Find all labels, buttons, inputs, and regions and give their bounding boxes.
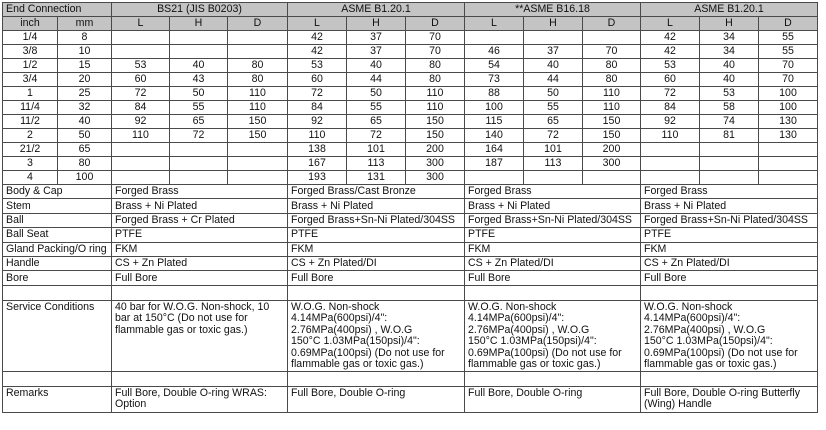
service-condition-line: 0.69MPa(100psi) (Do not use for flammable gas or toxic gas.) — [291, 346, 445, 371]
service-condition-line: 150°C 1.03MPa(150psi)/4": — [291, 335, 420, 348]
dim-h-value: 40 — [700, 73, 759, 87]
dim-header-d: D — [406, 17, 465, 31]
service-condition-line: 4.14MPa(600psi)/4": — [644, 312, 741, 325]
spacer-cell — [112, 285, 288, 300]
header-row-units — [3, 17, 818, 31]
dim-header-h: H — [524, 17, 583, 31]
dim-d-value: 80 — [583, 73, 641, 87]
dim-h-value — [170, 157, 228, 171]
header-row-standards — [3, 3, 818, 17]
spacer-row — [3, 371, 818, 386]
dim-h-value — [170, 31, 228, 45]
dim-l-value: 167 — [288, 157, 347, 171]
material-value: Full Bore — [641, 271, 818, 285]
dim-l-value: 88 — [465, 87, 524, 101]
dim-l-value — [465, 171, 524, 185]
dim-l-value: 42 — [288, 31, 347, 45]
dim-h-value — [170, 45, 228, 59]
dim-h-value — [524, 31, 583, 45]
dim-h-value: 37 — [347, 31, 406, 45]
remarks-value: Full Bore, Double O-ring — [288, 386, 465, 412]
mm-header: mm — [58, 17, 112, 31]
size-inch: 1/2 — [3, 59, 58, 73]
material-value: Forged Brass — [112, 185, 288, 199]
dim-d-value — [228, 157, 288, 171]
dim-d-value: 110 — [406, 101, 465, 115]
dim-h-value: 37 — [524, 45, 583, 59]
dim-l-value: 42 — [288, 45, 347, 59]
material-value: FKM — [288, 242, 465, 256]
dim-l-value: 92 — [288, 115, 347, 129]
material-label: Body & Cap — [3, 185, 112, 199]
table-row — [3, 59, 818, 73]
size-mm: 40 — [58, 115, 112, 129]
service-conditions-bs21: 40 bar for W.O.G. Non-shock, 10 bar at 150°C (Do not use for flammable gas or toxic gas.) — [112, 300, 288, 371]
dim-h-value: 50 — [170, 87, 228, 101]
dim-header-h: H — [700, 17, 759, 31]
service-condition-line: W.O.G. Non-shock — [468, 300, 557, 313]
spacer-cell — [641, 285, 818, 300]
dim-l-value: 54 — [465, 59, 524, 73]
dim-d-value: 110 — [228, 87, 288, 101]
material-value: Brass + Ni Plated — [465, 199, 641, 213]
material-label: Stem — [3, 199, 112, 213]
end-connection-header: End Connection — [3, 3, 112, 17]
material-row — [3, 185, 818, 199]
material-value: Brass + Ni Plated — [112, 199, 288, 213]
material-row — [3, 228, 818, 242]
dim-h-value: 53 — [700, 87, 759, 101]
dim-d-value — [228, 171, 288, 185]
table-row — [3, 73, 818, 87]
service-condition-line: 0.69MPa(100psi) (Do not use for flammable gas or toxic gas.) — [468, 346, 622, 371]
dim-h-value: 55 — [347, 101, 406, 115]
dim-h-value: 44 — [524, 73, 583, 87]
size-inch: 21/2 — [3, 143, 58, 157]
dim-d-value: 150 — [406, 115, 465, 129]
dim-d-value: 70 — [759, 73, 818, 87]
material-label: Ball — [3, 213, 112, 227]
remarks-row — [3, 386, 818, 412]
material-value: Full Bore — [112, 271, 288, 285]
table-row — [3, 115, 818, 129]
dim-h-value: 34 — [700, 45, 759, 59]
spacer-cell — [112, 371, 288, 386]
size-mm: 80 — [58, 157, 112, 171]
dim-h-value: 55 — [524, 101, 583, 115]
dim-h-value — [700, 171, 759, 185]
dim-l-value: 46 — [465, 45, 524, 59]
size-mm: 20 — [58, 73, 112, 87]
dim-d-value: 80 — [228, 59, 288, 73]
dim-d-value: 80 — [406, 59, 465, 73]
material-value: Forged Brass — [465, 185, 641, 199]
material-value: Full Bore — [465, 271, 641, 285]
dim-h-value: 65 — [347, 115, 406, 129]
table-row — [3, 31, 818, 45]
standard-header-asme-2: ASME B1.20.1 — [641, 3, 818, 17]
size-mm: 8 — [58, 31, 112, 45]
service-condition-line: 150°C 1.03MPa(150psi)/4": — [468, 335, 597, 348]
spacer-cell — [641, 371, 818, 386]
dim-header-d: D — [759, 17, 818, 31]
dim-d-value — [759, 157, 818, 171]
material-row — [3, 242, 818, 256]
dim-h-value: 43 — [170, 73, 228, 87]
size-inch: 1 — [3, 87, 58, 101]
dim-d-value — [759, 171, 818, 185]
dim-h-value: 55 — [170, 101, 228, 115]
dim-d-value: 300 — [406, 157, 465, 171]
dim-d-value: 70 — [759, 59, 818, 73]
dim-l-value — [641, 143, 700, 157]
dim-l-value: 84 — [112, 101, 170, 115]
dim-d-value: 130 — [759, 129, 818, 143]
service-condition-line: 150°C 1.03MPa(150psi)/4": — [644, 335, 773, 348]
dim-l-value: 138 — [288, 143, 347, 157]
dim-h-value: 40 — [700, 59, 759, 73]
dim-h-value: 113 — [347, 157, 406, 171]
dim-h-value: 65 — [170, 115, 228, 129]
material-value: Forged Brass/Cast Bronze — [288, 185, 465, 199]
service-condition-line: 2.76MPa(400psi) , W.O.G — [468, 323, 590, 336]
material-value: CS + Zn Plated/DI — [641, 256, 818, 270]
material-row — [3, 271, 818, 285]
material-value: Brass + Ni Plated — [288, 199, 465, 213]
dim-l-value: 115 — [465, 115, 524, 129]
size-inch: 3 — [3, 157, 58, 171]
material-label: Ball Seat — [3, 228, 112, 242]
dim-l-value: 92 — [112, 115, 170, 129]
dim-d-value: 70 — [406, 31, 465, 45]
dim-l-value: 84 — [641, 101, 700, 115]
dim-h-value — [700, 143, 759, 157]
dim-h-value — [700, 157, 759, 171]
dim-l-value: 110 — [112, 129, 170, 143]
dim-d-value — [759, 143, 818, 157]
dim-l-value — [112, 171, 170, 185]
dim-d-value: 100 — [759, 87, 818, 101]
dim-d-value: 200 — [406, 143, 465, 157]
material-value: FKM — [465, 242, 641, 256]
size-inch: 11/2 — [3, 115, 58, 129]
table-row — [3, 101, 818, 115]
dim-l-value — [112, 157, 170, 171]
dim-d-value: 110 — [228, 101, 288, 115]
dim-l-value — [112, 45, 170, 59]
remarks-value: Full Bore, Double O-ring Butterfly (Wing) Handle — [641, 386, 818, 412]
dim-l-value: 60 — [288, 73, 347, 87]
dim-l-value: 84 — [288, 101, 347, 115]
dim-d-value: 150 — [583, 129, 641, 143]
dim-d-value — [228, 31, 288, 45]
service-conditions-label: Service Conditions — [3, 300, 112, 371]
dim-d-value: 150 — [228, 129, 288, 143]
table-row — [3, 45, 818, 59]
material-label: Handle — [3, 256, 112, 270]
size-mm: 15 — [58, 59, 112, 73]
service-condition-line: 2.76MPa(400psi) , W.O.G — [291, 323, 413, 336]
size-inch: 2 — [3, 129, 58, 143]
spacer-cell — [3, 285, 112, 300]
material-value: PTFE — [465, 228, 641, 242]
dim-d-value: 300 — [406, 171, 465, 185]
dim-d-value: 55 — [759, 31, 818, 45]
material-value: FKM — [112, 242, 288, 256]
dim-header-d: D — [228, 17, 288, 31]
material-value: CS + Zn Plated/DI — [288, 256, 465, 270]
dim-l-value — [465, 31, 524, 45]
dim-l-value: 42 — [641, 45, 700, 59]
dim-l-value: 53 — [641, 59, 700, 73]
dim-header-l: L — [112, 17, 170, 31]
dim-h-value: 58 — [700, 101, 759, 115]
service-condition-line: 2.76MPa(400psi) , W.O.G — [644, 323, 766, 336]
material-value: PTFE — [641, 228, 818, 242]
dim-h-value: 101 — [524, 143, 583, 157]
size-inch: 1/4 — [3, 31, 58, 45]
size-mm: 65 — [58, 143, 112, 157]
dim-h-value: 44 — [347, 73, 406, 87]
spacer-cell — [3, 371, 112, 386]
dim-d-value: 130 — [759, 115, 818, 129]
dim-d-value: 300 — [583, 157, 641, 171]
standard-header-bs21: BS21 (JIS B0203) — [112, 3, 288, 17]
dim-h-value: 101 — [347, 143, 406, 157]
size-mm: 32 — [58, 101, 112, 115]
dim-h-value — [170, 171, 228, 185]
dim-d-value: 110 — [583, 87, 641, 101]
material-value: Forged Brass — [641, 185, 818, 199]
dim-l-value: 140 — [465, 129, 524, 143]
dim-h-value: 34 — [700, 31, 759, 45]
dim-d-value: 100 — [759, 101, 818, 115]
dim-d-value: 80 — [406, 73, 465, 87]
dim-d-value: 110 — [583, 101, 641, 115]
service-condition-line: W.O.G. Non-shock — [644, 300, 733, 313]
dim-h-value — [170, 143, 228, 157]
material-label: Gland Packing/O ring — [3, 242, 112, 256]
dim-h-value: 65 — [524, 115, 583, 129]
material-value: CS + Zn Plated — [112, 256, 288, 270]
inch-header: inch — [3, 17, 58, 31]
dim-header-h: H — [347, 17, 406, 31]
spacer-cell — [288, 285, 465, 300]
dim-l-value: 60 — [112, 73, 170, 87]
dim-l-value: 92 — [641, 115, 700, 129]
dim-d-value: 80 — [228, 73, 288, 87]
dim-h-value: 113 — [524, 157, 583, 171]
valve-spec-table — [2, 2, 818, 413]
dim-l-value: 53 — [288, 59, 347, 73]
dim-l-value: 42 — [641, 31, 700, 45]
dim-l-value: 110 — [641, 129, 700, 143]
dim-d-value: 150 — [583, 115, 641, 129]
service-condition-line: 0.69MPa(100psi) (Do not use for flammable gas or toxic gas.) — [644, 346, 798, 371]
dim-h-value: 81 — [700, 129, 759, 143]
dim-h-value — [524, 171, 583, 185]
material-value: Forged Brass+Sn-Ni Plated/304SS — [465, 213, 641, 227]
size-mm: 100 — [58, 171, 112, 185]
material-value: Full Bore — [288, 271, 465, 285]
spacer-cell — [288, 371, 465, 386]
standard-header-asme-b1618: **ASME B16.18 — [465, 3, 641, 17]
dim-h-value: 72 — [170, 129, 228, 143]
table-row — [3, 157, 818, 171]
dim-h-value: 50 — [347, 87, 406, 101]
dim-d-value: 80 — [583, 59, 641, 73]
table-row — [3, 171, 818, 185]
dim-d-value: 150 — [228, 115, 288, 129]
spacer-row — [3, 285, 818, 300]
size-mm: 25 — [58, 87, 112, 101]
dim-header-l: L — [465, 17, 524, 31]
dim-l-value: 72 — [288, 87, 347, 101]
dim-l-value — [641, 157, 700, 171]
dim-header-d: D — [583, 17, 641, 31]
dim-l-value: 110 — [288, 129, 347, 143]
service-conditions-row — [3, 300, 818, 371]
dim-d-value: 70 — [583, 45, 641, 59]
service-conditions-asme — [641, 300, 818, 371]
dim-l-value — [112, 143, 170, 157]
material-label: Bore — [3, 271, 112, 285]
service-conditions-asme — [288, 300, 465, 371]
table-row — [3, 143, 818, 157]
dim-header-h: H — [170, 17, 228, 31]
dim-l-value: 73 — [465, 73, 524, 87]
service-condition-line: W.O.G. Non-shock — [291, 300, 380, 313]
dim-h-value: 50 — [524, 87, 583, 101]
dim-d-value — [583, 31, 641, 45]
dim-header-l: L — [641, 17, 700, 31]
material-value: Forged Brass + Cr Plated — [112, 213, 288, 227]
dim-h-value: 40 — [524, 59, 583, 73]
dim-d-value: 55 — [759, 45, 818, 59]
dim-l-value: 193 — [288, 171, 347, 185]
dim-l-value: 72 — [641, 87, 700, 101]
size-inch: 4 — [3, 171, 58, 185]
dim-h-value: 74 — [700, 115, 759, 129]
dim-l-value — [641, 171, 700, 185]
dim-l-value: 72 — [112, 87, 170, 101]
dim-header-l: L — [288, 17, 347, 31]
remarks-label: Remarks — [3, 386, 112, 412]
material-value: Brass + Ni Plated — [641, 199, 818, 213]
dim-l-value: 100 — [465, 101, 524, 115]
dim-h-value: 37 — [347, 45, 406, 59]
standard-header-asme-1: ASME B1.20.1 — [288, 3, 465, 17]
material-value: Forged Brass+Sn-Ni Plated/304SS — [288, 213, 465, 227]
dim-d-value — [228, 143, 288, 157]
table-row — [3, 129, 818, 143]
remarks-value: Full Bore, Double O-ring — [465, 386, 641, 412]
dim-d-value: 200 — [583, 143, 641, 157]
dim-d-value: 110 — [406, 87, 465, 101]
material-value: FKM — [641, 242, 818, 256]
material-value: PTFE — [112, 228, 288, 242]
size-inch: 3/8 — [3, 45, 58, 59]
material-value: Forged Brass+Sn-Ni Plated/304SS — [641, 213, 818, 227]
remarks-value: Full Bore, Double O-ring WRAS: Option — [112, 386, 288, 412]
service-condition-line: 4.14MPa(600psi)/4": — [291, 312, 388, 325]
material-row — [3, 213, 818, 227]
dim-d-value — [583, 171, 641, 185]
dim-l-value: 53 — [112, 59, 170, 73]
dim-h-value: 72 — [524, 129, 583, 143]
service-conditions-asme — [465, 300, 641, 371]
size-inch: 3/4 — [3, 73, 58, 87]
dim-h-value: 131 — [347, 171, 406, 185]
material-row — [3, 199, 818, 213]
size-mm: 50 — [58, 129, 112, 143]
spacer-cell — [465, 285, 641, 300]
size-inch: 11/4 — [3, 101, 58, 115]
dim-d-value: 70 — [406, 45, 465, 59]
dim-h-value: 40 — [347, 59, 406, 73]
dim-d-value — [228, 45, 288, 59]
size-mm: 10 — [58, 45, 112, 59]
material-value: PTFE — [288, 228, 465, 242]
material-value: CS + Zn Plated/DI — [465, 256, 641, 270]
dim-l-value: 187 — [465, 157, 524, 171]
dim-l-value — [112, 31, 170, 45]
dim-l-value: 164 — [465, 143, 524, 157]
spacer-cell — [465, 371, 641, 386]
dim-l-value: 60 — [641, 73, 700, 87]
table-row — [3, 87, 818, 101]
dim-d-value: 150 — [406, 129, 465, 143]
material-row — [3, 256, 818, 270]
dim-h-value: 72 — [347, 129, 406, 143]
service-condition-line: 4.14MPa(600psi)/4": — [468, 312, 565, 325]
dim-h-value: 40 — [170, 59, 228, 73]
